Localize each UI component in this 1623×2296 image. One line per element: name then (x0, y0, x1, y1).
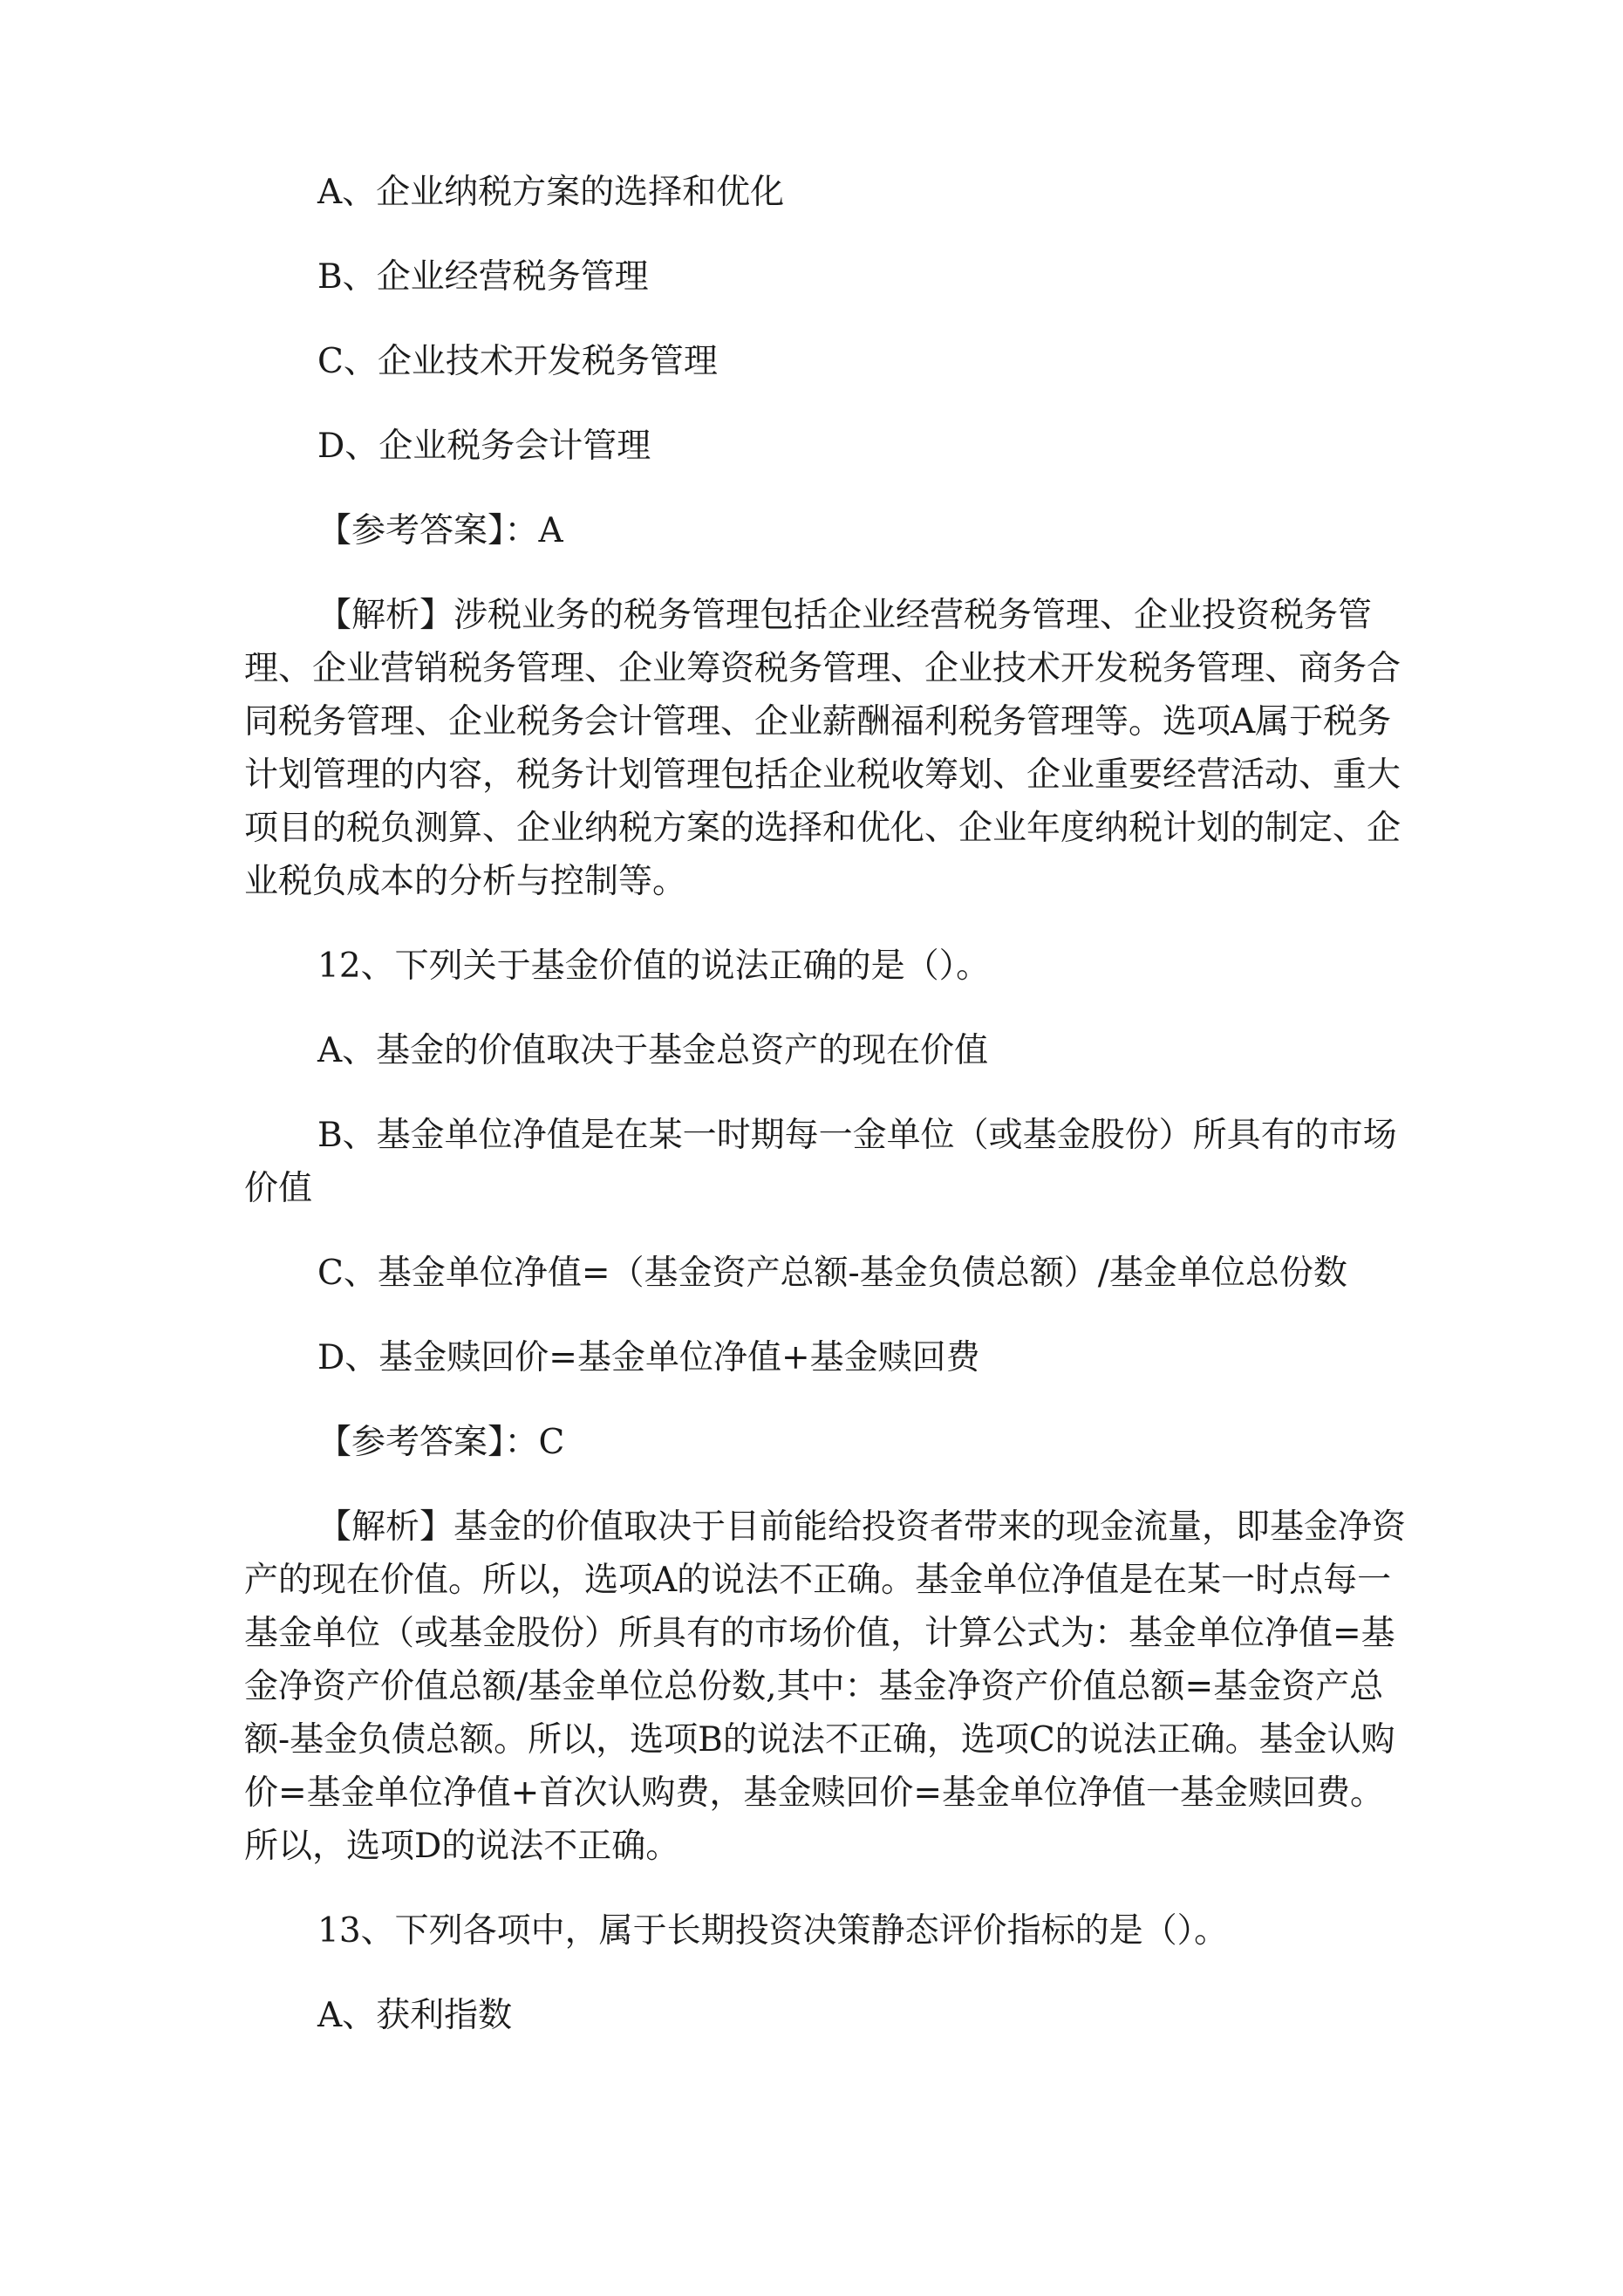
q12-option-d: D、基金赎回价=基金单位净值+基金赎回费 (317, 1338, 980, 1377)
q12-option-c: C、基金单位净值=（基金资产总额-基金负债总额）/基金单位总份数 (317, 1254, 1347, 1293)
q12-option-a: A、基金的价值取决于基金总资产的现在价值 (317, 1031, 989, 1070)
q11-answer: 【参考答案】：A (317, 511, 563, 550)
q12-option-b: B、基金单位净值是在某一时期每一金单位（或基金股份）所具有的市场价值 (244, 1116, 1397, 1208)
q11-option-c: C、企业技术开发税务管理 (317, 342, 718, 381)
q13-option-a: A、获利指数 (317, 1996, 513, 2035)
q13-question: 13、下列各项中，属于长期投资决策静态评价指标的是（）。 (317, 1911, 1229, 1951)
q12-analysis: 【解析】基金的价值取决于目前能给投资者带来的现金流量，即基金净资产的现在价值。所以，选项A的说法不正确。基金单位净值是在某一时点每一基金单位（或基金股份）所具有的市场价值，计算公式为：基金单位净值=基金净资产价值总额/基金单位总份数,其中：基金净资产价值总额=基金资产总额-基金负债总额。所以，选项B的说法不正确，选项C的说法正确。基金认购价=基金单位净值+首次认购费，基金赎回价=基金单位净值一基金赎回费。所以，选项D的说法不正确。 (244, 1507, 1407, 1866)
q11-option-b: B、企业经营税务管理 (317, 257, 649, 297)
q12-question: 12、下列关于基金价值的说法正确的是（）。 (317, 946, 991, 986)
document-page (244, 166, 1413, 2074)
q11-option-d: D、企业税务会计管理 (317, 427, 651, 466)
q12-answer: 【参考答案】：C (317, 1423, 565, 1462)
q11-analysis: 【解析】涉税业务的税务管理包括企业经营税务管理、企业投资税务管理、企业营销税务管理、企业筹资税务管理、企业技术开发税务管理、商务合同税务管理、企业税务会计管理、企业薪酬福利税务管理等。选项A属于税务计划管理的内容，税务计划管理包括企业税收筹划、企业重要经营活动、重大项目的税负测算、企业纳税方案的选择和优化、企业年度纳税计划的制定、企业税负成本的分析与控制等。 (244, 596, 1401, 901)
q11-option-a: A、企业纳税方案的选择和优化 (317, 173, 785, 212)
